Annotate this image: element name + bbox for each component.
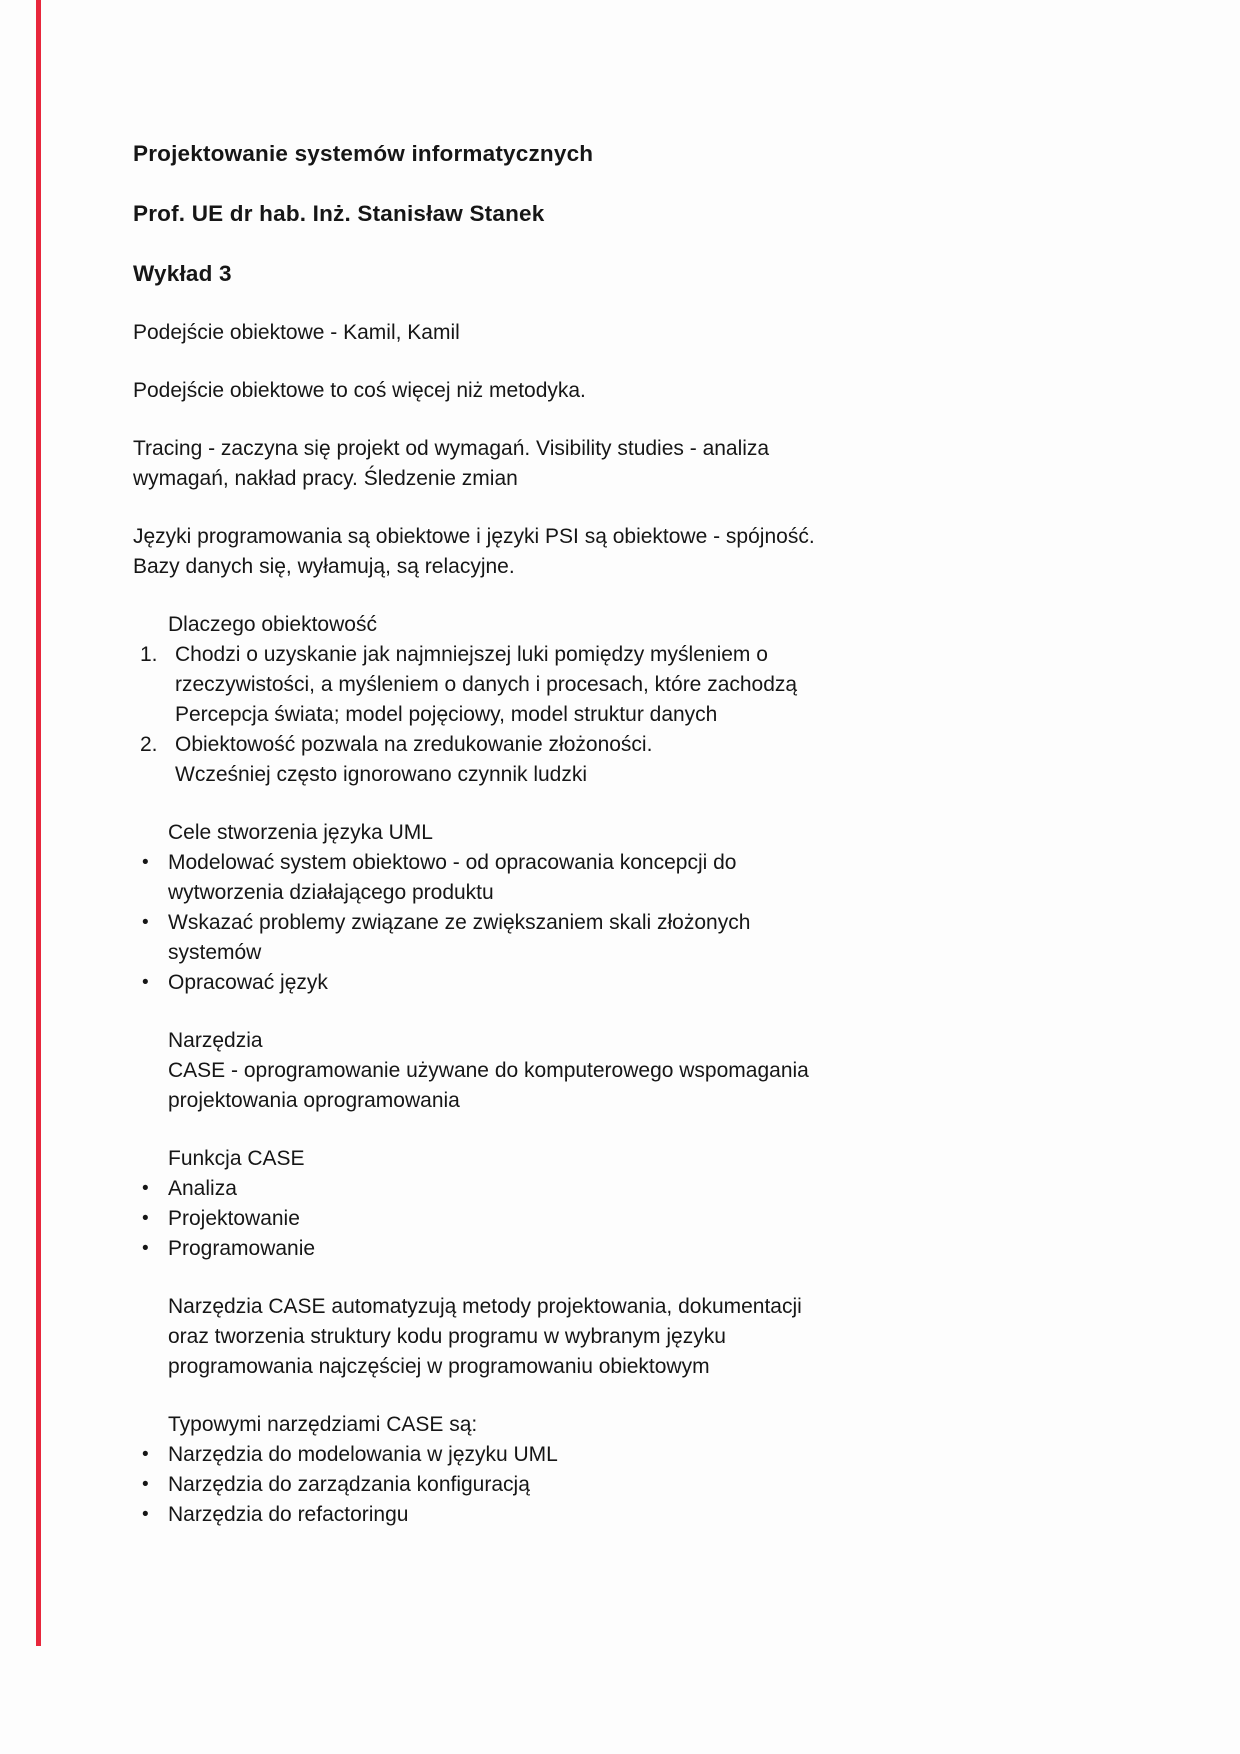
text-line: Projektowanie — [168, 1207, 300, 1230]
paragraph-languages — [133, 522, 1013, 582]
text-line: Programowanie — [168, 1237, 316, 1260]
bullet-item — [133, 1440, 1013, 1470]
bullet-icon: • — [142, 1504, 149, 1525]
text-line: programowania najczęściej w programowaniu obiektowym — [168, 1355, 710, 1378]
text-line: Percepcja świata; model pojęciowy, model struktur danych — [175, 703, 718, 726]
text-line: Chodzi o uzyskanie jak najmniejszej luki pomiędzy myśleniem o — [175, 643, 768, 666]
list-number: 1. — [140, 643, 158, 666]
text-line: wytworzenia działającego produktu — [168, 881, 494, 904]
bullet-icon: • — [142, 1208, 149, 1229]
section-heading: Cele stworzenia języka UML — [168, 821, 433, 844]
uml-goals-section — [133, 818, 1013, 998]
text-line: systemów — [168, 941, 262, 964]
bullet-icon: • — [142, 1238, 149, 1259]
section-heading: Typowymi narzędziami CASE są: — [168, 1413, 478, 1436]
text-line: Narzędzia — [168, 1029, 263, 1052]
list-item-text — [175, 730, 1013, 790]
text-line: CASE - oprogramowanie używane do komputerowego wspomagania — [168, 1059, 809, 1082]
bullet-item — [133, 1470, 1013, 1500]
bullet-item — [133, 968, 1013, 998]
list-item-text — [168, 968, 1013, 998]
numbered-item — [133, 640, 1013, 730]
why-objectivity-section — [133, 610, 1013, 790]
text-line: Narzędzia do refactoringu — [168, 1503, 409, 1526]
list-number: 2. — [140, 733, 158, 756]
text-line: Analiza — [168, 1177, 237, 1200]
bullet-icon: • — [142, 1474, 149, 1495]
text-line: Narzędzia do modelowania w języku UML — [168, 1443, 558, 1466]
list-item-text — [168, 1174, 1013, 1204]
bullet-icon: • — [142, 852, 149, 873]
tools-paragraph — [168, 1026, 1013, 1116]
bullet-icon: • — [142, 1178, 149, 1199]
bullet-item — [133, 1500, 1013, 1530]
bullet-item — [133, 1174, 1013, 1204]
text-line: oraz tworzenia struktury kodu programu w wybranym języku — [168, 1325, 726, 1348]
text-line: Bazy danych się, wyłamują, są relacyjne. — [133, 555, 515, 578]
course-title: Projektowanie systemów informatycznych — [133, 141, 594, 166]
text-line: Modelować system obiektowo - od opracowania koncepcji do — [168, 851, 737, 874]
text-line: Narzędzia do zarządzania konfiguracją — [168, 1473, 530, 1496]
bullet-icon: • — [142, 972, 149, 993]
numbered-item — [133, 730, 1013, 790]
text-line: Języki programowania są obiektowe i języki PSI są obiektowe - spójność. — [133, 525, 815, 548]
section-heading: Dlaczego obiektowość — [168, 613, 377, 636]
text-line: Opracować język — [168, 971, 328, 994]
lecturer-name: Prof. UE dr hab. Inż. Stanisław Stanek — [133, 201, 545, 226]
typical-tools-section — [133, 1410, 1013, 1530]
text-line: wymagań, nakład pracy. Śledzenie zmian — [133, 467, 518, 490]
case-note-paragraph — [168, 1292, 1013, 1382]
list-item-text — [168, 1470, 1013, 1500]
bullet-item — [133, 1204, 1013, 1234]
case-functions-section — [133, 1144, 1013, 1264]
bullet-icon: • — [142, 1444, 149, 1465]
paragraph-approach: Podejście obiektowe to coś więcej niż metodyka. — [133, 379, 586, 402]
bullet-item — [133, 1234, 1013, 1264]
text-line: projektowania oprogramowania — [168, 1089, 460, 1112]
list-item-text — [175, 640, 1013, 730]
list-item-text — [168, 1204, 1013, 1234]
lecture-number: Wykład 3 — [133, 261, 232, 286]
bullet-icon: • — [142, 912, 149, 933]
list-item-text — [168, 908, 1013, 968]
text-line: Tracing - zaczyna się projekt od wymagań. Visibility studies - analiza — [133, 437, 770, 460]
page-content — [133, 138, 1013, 1558]
text-line: Narzędzia CASE automatyzują metody projektowania, dokumentacji — [168, 1295, 802, 1318]
list-item-text — [168, 1440, 1013, 1470]
text-line: rzeczywistości, a myśleniem o danych i procesach, które zachodzą — [175, 673, 798, 696]
text-line: Wskazać problemy związane ze zwiększaniem skali złożonych — [168, 911, 751, 934]
section-heading: Funkcja CASE — [168, 1147, 305, 1170]
list-item-text — [168, 1500, 1013, 1530]
list-item-text — [168, 848, 1013, 908]
paragraph-tracing — [133, 434, 1013, 494]
bullet-item — [133, 848, 1013, 908]
red-margin-line — [36, 0, 41, 1646]
paragraph-topic: Podejście obiektowe - Kamil, Kamil — [133, 321, 460, 344]
text-line: Obiektowość pozwala na zredukowanie złożoności. — [175, 733, 653, 756]
list-item-text — [168, 1234, 1013, 1264]
text-line: Wcześniej często ignorowano czynnik ludzki — [175, 763, 588, 786]
bullet-item — [133, 908, 1013, 968]
